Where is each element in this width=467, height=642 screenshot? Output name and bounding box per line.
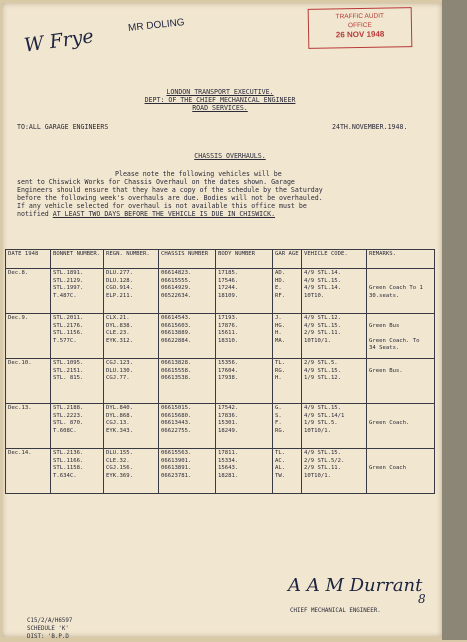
background-strip xyxy=(442,0,467,640)
cell-line: F. xyxy=(275,420,282,427)
handwritten-name-note: MR DOLING xyxy=(127,17,186,34)
cell-line: 06613443. xyxy=(161,420,192,427)
body-line-6: notified AT LEAST TWO DAYS BEFORE THE VEHICLE IS DUE IN CHISWICK. xyxy=(17,210,276,218)
cell-remarks xyxy=(367,404,435,449)
cell-remarks xyxy=(367,359,435,404)
cell-line: 06614823. xyxy=(161,270,192,276)
cell-garage xyxy=(273,359,302,404)
cell-line: J. xyxy=(275,315,282,321)
cell-line: 06613891. xyxy=(161,465,192,472)
cell-line: 06615015. xyxy=(161,405,192,411)
cell-line: 10T10. xyxy=(304,292,325,299)
cell-line: STL.1156. xyxy=(53,330,84,337)
cell-remarks xyxy=(367,269,435,314)
cell-line: 06615680. xyxy=(161,412,192,419)
addressee: TO:ALL GARAGE ENGINEERS xyxy=(17,123,109,131)
cell-line: 17193. xyxy=(218,315,239,321)
cell-line xyxy=(369,450,432,458)
cell-regn xyxy=(104,404,159,449)
cell-chassis xyxy=(159,314,216,359)
cell-line: 18249. xyxy=(218,427,239,434)
cell-chassis xyxy=(159,269,216,314)
cell-body xyxy=(216,404,273,449)
cell-line xyxy=(369,458,432,466)
cell-date xyxy=(6,359,51,404)
cell-garage xyxy=(273,449,302,494)
cell-body xyxy=(216,269,273,314)
cell-body xyxy=(216,314,273,359)
cell-line xyxy=(369,360,432,368)
cell-line: STL.1997. xyxy=(53,285,84,292)
cell-line: Green Coach. To xyxy=(369,337,420,344)
cell-line xyxy=(369,270,432,278)
cell-line: 1/9 STL.12. xyxy=(304,375,342,382)
cell-line: 06613538. xyxy=(161,375,192,382)
cell-line: 15643. xyxy=(218,465,239,472)
cell-line: 2/9 STL.5. xyxy=(304,360,338,366)
cell-line: STL.2176. xyxy=(53,322,84,329)
cell-line: STL.2223. xyxy=(53,412,84,419)
cell-line: 4/9 STL.14. xyxy=(304,285,342,292)
cell-line: DLU.155. xyxy=(106,450,133,456)
table-row xyxy=(6,449,435,494)
col-body: BODY NUMBER xyxy=(216,250,273,269)
cell-line: 34 Seats. xyxy=(369,345,400,352)
cell-line: 10T10/1. xyxy=(304,472,331,479)
cell-line: 17546. xyxy=(218,277,239,284)
col-date: DATE 1948 xyxy=(6,250,51,269)
table-row xyxy=(6,359,435,404)
cell-chassis xyxy=(159,449,216,494)
cell-line: STL.1158. xyxy=(53,465,84,472)
cell-line: CGJ.156. xyxy=(106,465,133,472)
cell-line: 18310. xyxy=(218,337,239,344)
cell-date xyxy=(6,269,51,314)
cell-line: DYL.840. xyxy=(106,405,133,411)
cell-line: STL. 815. xyxy=(53,375,84,382)
cell-line: STL.1166. xyxy=(53,457,84,464)
cell-line: Dec.14. xyxy=(8,450,32,456)
table-row xyxy=(6,314,435,359)
stamp-date: 26 NOV 1948 xyxy=(335,29,385,40)
cell-code xyxy=(302,359,367,404)
handwritten-signature-bottom: A A M Durrant xyxy=(288,575,423,596)
table-row xyxy=(6,269,435,314)
cell-line: 2/9 STL.11. xyxy=(304,465,342,472)
cell-line: 06622884. xyxy=(161,337,192,344)
cell-line: Dec.13. xyxy=(8,405,32,411)
cell-line: RG. xyxy=(275,427,286,434)
cell-line: T.608C. xyxy=(53,427,77,434)
subject-heading: CHASSIS OVERHAULS. xyxy=(194,152,266,160)
body-line-1: Please note the following vehicles will be xyxy=(115,170,282,178)
cell-line: CGO.914. xyxy=(106,285,133,292)
cell-line: 4/9 STL.12. xyxy=(304,315,342,321)
cell-bonnet xyxy=(51,269,104,314)
cell-line: S. xyxy=(275,412,282,419)
cell-line: 15611. xyxy=(218,330,239,337)
cell-line: T.577C. xyxy=(53,337,77,344)
stamp-line1: TRAFFIC AUDIT xyxy=(335,12,385,21)
cell-line: 06623781. xyxy=(161,472,192,479)
cell-line: STL.2136. xyxy=(53,450,84,456)
cell-line: DLU.130. xyxy=(106,367,133,374)
cell-line: 2/9 STL.11. xyxy=(304,330,342,337)
body-line-3: Engineers should ensure that they have a copy of the schedule by the Saturday xyxy=(17,186,323,194)
letterhead-line2: DEPT: OF THE CHIEF MECHANICAL ENGINEER xyxy=(144,96,296,104)
letterhead-line1: LONDON TRANSPORT EXECUTIVE. xyxy=(166,88,274,96)
cell-line: CGJ.77. xyxy=(106,375,130,382)
cell-line: STL.1095. xyxy=(53,360,84,366)
cell-code xyxy=(302,449,367,494)
cell-line: H. xyxy=(275,330,282,337)
cell-regn xyxy=(104,314,159,359)
cell-line: STL.2129. xyxy=(53,277,84,284)
cell-line xyxy=(369,278,432,286)
signatory-title: CHIEF MECHANICAL ENGINEER. xyxy=(290,608,381,614)
cell-line: 17836. xyxy=(218,412,239,419)
handwritten-signature-top: W Frye xyxy=(22,25,96,57)
cell-line: 4/9 STL.15. xyxy=(304,405,342,411)
cell-line: STL.2188. xyxy=(53,405,84,411)
cell-line: Green Coach xyxy=(369,465,407,472)
cell-line: 17876. xyxy=(218,322,239,329)
cell-line: H. xyxy=(275,375,282,382)
cell-code xyxy=(302,404,367,449)
cell-line: 06614543. xyxy=(161,315,192,321)
cell-line: G. xyxy=(275,405,282,411)
cell-line: DYL.838. xyxy=(106,322,133,329)
cell-line: 17811. xyxy=(218,450,239,456)
cell-chassis xyxy=(159,359,216,404)
cell-garage xyxy=(273,314,302,359)
cell-line: 4/9 STL.15. xyxy=(304,322,342,329)
cell-line: 17244. xyxy=(218,285,239,292)
notice-emphasis: AT LEAST TWO DAYS BEFORE THE VEHICLE IS DUE IN CHISWICK. xyxy=(52,210,276,218)
cell-line: 06613828. xyxy=(161,360,192,366)
cell-body xyxy=(216,359,273,404)
overhaul-schedule-table xyxy=(5,249,435,494)
cell-line: STL.1891. xyxy=(53,270,84,276)
cell-line: TW. xyxy=(275,472,286,479)
table-row xyxy=(6,404,435,449)
cell-line: 17542. xyxy=(218,405,239,411)
cell-line: 4/9 STL.15. xyxy=(304,367,342,374)
cell-chassis xyxy=(159,404,216,449)
cell-date xyxy=(6,404,51,449)
distribution-label: DIST: 'B.P.D xyxy=(27,634,69,640)
cell-line: CLX.21. xyxy=(106,315,130,321)
cell-line: 17604. xyxy=(218,367,239,374)
handwritten-mark: 8 xyxy=(418,592,426,606)
cell-line: Dec.9. xyxy=(8,315,29,321)
cell-line: STL.2011. xyxy=(53,315,84,321)
cell-line: 15356. xyxy=(218,360,239,366)
cell-line: 06622755. xyxy=(161,427,192,434)
cell-bonnet xyxy=(51,359,104,404)
cell-line: 06615555. xyxy=(161,277,192,284)
cell-line: 15301. xyxy=(218,420,239,427)
cell-line: RG. xyxy=(275,367,286,374)
cell-garage xyxy=(273,269,302,314)
cell-code xyxy=(302,269,367,314)
cell-line xyxy=(369,405,432,413)
cell-line: TL. xyxy=(275,450,286,456)
cell-line: TL. xyxy=(275,360,286,366)
cell-line: CGJ.13. xyxy=(106,420,130,427)
schedule-label: SCHEDULE 'K' xyxy=(27,626,69,632)
cell-line: EYK.343. xyxy=(106,427,133,434)
cell-line: 10T10/1. xyxy=(304,337,331,344)
cell-line: 15334. xyxy=(218,457,239,464)
cell-line: Green Bus xyxy=(369,322,400,329)
reference-number: C15/2/A/H6597 xyxy=(27,618,73,624)
cell-line: 10T10/1. xyxy=(304,427,331,434)
cell-line: 1/9 STL.5. xyxy=(304,420,338,427)
stamp-line2: OFFICE xyxy=(347,21,372,30)
cell-line: DLU.128. xyxy=(106,277,133,284)
col-regn: REGN. NUMBER. xyxy=(104,250,159,269)
cell-line: 06613889. xyxy=(161,330,192,337)
cell-regn xyxy=(104,359,159,404)
cell-line: HG. xyxy=(275,322,286,329)
cell-line: 18109. xyxy=(218,292,239,299)
cell-line: ELP.211. xyxy=(106,292,133,299)
cell-line: T.487C. xyxy=(53,292,77,299)
cell-regn xyxy=(104,269,159,314)
cell-line: E. xyxy=(275,285,282,292)
cell-line: Green Coach To 1 xyxy=(369,285,423,292)
cell-line: 17185. xyxy=(218,270,239,276)
table-header-row xyxy=(6,250,435,269)
col-garage: GAR AGE xyxy=(273,250,302,269)
cell-line: 30.seats. xyxy=(369,292,400,299)
cell-line: EYK.369. xyxy=(106,472,133,479)
cell-line: HD. xyxy=(275,277,286,284)
cell-line: EYK.312. xyxy=(106,337,133,344)
cell-line: 18281. xyxy=(218,472,239,479)
cell-line: 06615558. xyxy=(161,367,192,374)
cell-remarks xyxy=(367,449,435,494)
document-date: 24TH.NOVEMBER.1948. xyxy=(332,123,408,131)
traffic-audit-stamp xyxy=(308,7,413,49)
cell-garage xyxy=(273,404,302,449)
cell-line: 4/9 STL.14. xyxy=(304,270,342,276)
cell-line: 06522634. xyxy=(161,292,192,299)
letterhead-line3: ROAD SERVICES. xyxy=(192,104,248,112)
col-code: VEHICLE CODE. xyxy=(302,250,367,269)
cell-remarks xyxy=(367,314,435,359)
cell-line: T.634C. xyxy=(53,472,77,479)
cell-line: Dec.10. xyxy=(8,360,32,366)
col-remarks: REMARKS. xyxy=(367,250,435,269)
cell-date xyxy=(6,449,51,494)
cell-line: 06615603. xyxy=(161,322,192,329)
cell-line: 4/9 STL.15. xyxy=(304,277,342,284)
cell-bonnet xyxy=(51,404,104,449)
cell-line: STL.2151. xyxy=(53,367,84,374)
cell-line: CGJ.123. xyxy=(106,360,133,366)
cell-line: AL. xyxy=(275,465,286,472)
body-line-2: sent to Chiswick Works for Chassis Overhaul on the dates shown. Garage xyxy=(17,178,295,186)
body-line-5: If any vehicle selected for overhaul is not available this office must be xyxy=(17,202,307,210)
cell-code xyxy=(302,314,367,359)
cell-line xyxy=(369,330,432,338)
cell-line: AC. xyxy=(275,457,286,464)
cell-line: DYL.868. xyxy=(106,412,133,419)
cell-bonnet xyxy=(51,449,104,494)
cell-regn xyxy=(104,449,159,494)
cell-line: Green Coach. xyxy=(369,420,410,427)
col-bonnet: BONNET NUMBER. xyxy=(51,250,104,269)
cell-line: 17938. xyxy=(218,375,239,382)
cell-line: 4/9 STL.15. xyxy=(304,450,342,456)
cell-line: DLU.277. xyxy=(106,270,133,276)
cell-line: CLE.23. xyxy=(106,330,130,337)
col-chassis: CHASSIS NUMBER xyxy=(159,250,216,269)
body-line-4: before the following week's overhauls are due. Bodies will not be overhauled. xyxy=(17,194,323,202)
cell-line: 2/9 STL.5/2. xyxy=(304,457,345,464)
cell-line: Dec.8. xyxy=(8,270,29,276)
cell-bonnet xyxy=(51,314,104,359)
cell-line: 06613901. xyxy=(161,457,192,464)
cell-line: Green Bus. xyxy=(369,367,403,374)
cell-body xyxy=(216,449,273,494)
cell-line: AD. xyxy=(275,270,286,276)
cell-line: CLE.32. xyxy=(106,457,130,464)
cell-line: 06615563. xyxy=(161,450,192,456)
cell-date xyxy=(6,314,51,359)
cell-line xyxy=(369,413,432,421)
cell-line: 4/9 STL.14/1 xyxy=(304,412,345,419)
cell-line: STL. 870. xyxy=(53,420,84,427)
cell-line: MA. xyxy=(275,337,286,344)
cell-line: 06614929. xyxy=(161,285,192,292)
cell-line: RF. xyxy=(275,292,286,299)
cell-line xyxy=(369,315,432,323)
